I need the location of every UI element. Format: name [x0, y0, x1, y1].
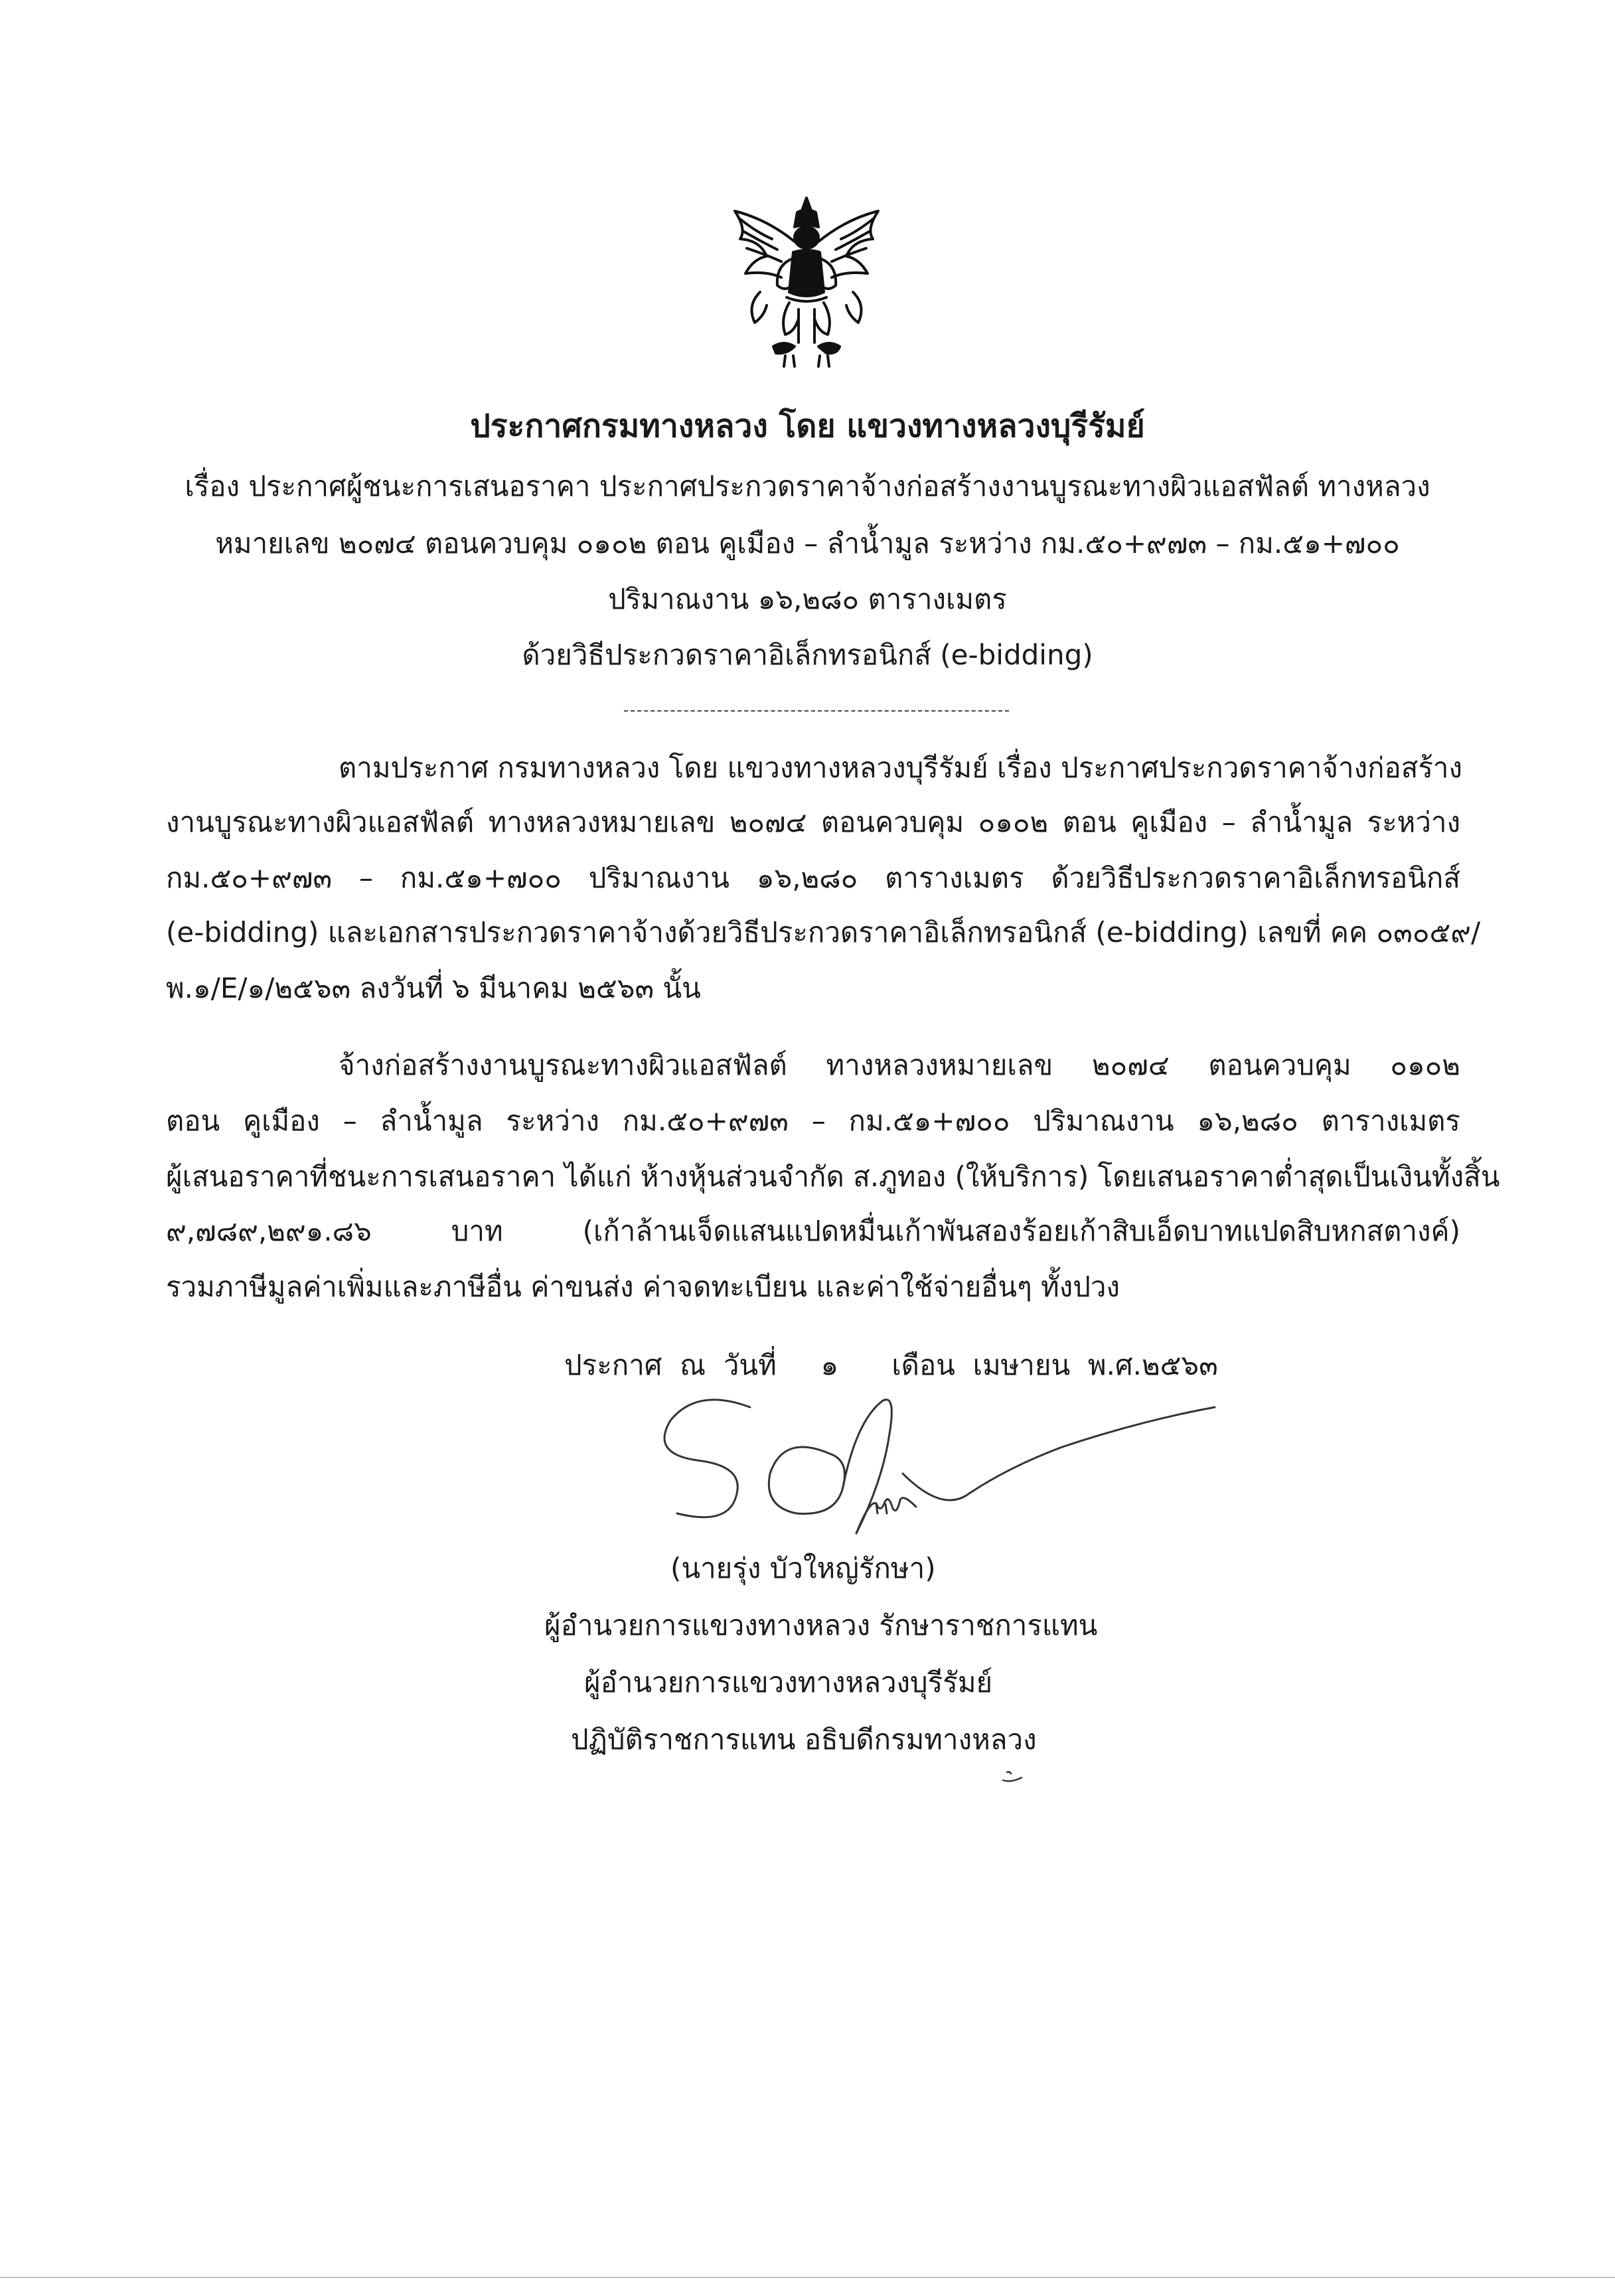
paragraph2-line-5: รวมภาษีมูลค่าเพิ่มและภาษีอื่น ค่าขนส่ง ค่าจดทะเบียน และค่าใช้จ่ายอื่นๆ ทั้งปวง — [166, 1270, 1120, 1303]
handwritten-signature — [637, 1381, 1235, 1553]
paragraph1-line-5: พ.๑/E/๑/๒๕๖๓ ลงวันที่ ๖ มีนาคม ๒๕๖๓ นั้น — [166, 972, 701, 1004]
garuda-emblem-icon — [720, 192, 893, 372]
page-bottom-rule — [0, 2277, 1615, 2278]
signatory-position-3: ปฏิบัติราชการแทน อธิบดีกรมทางหลวง — [571, 1723, 1037, 1756]
document-title: ประกาศกรมทางหลวง โดย แขวงทางหลวงบุรีรัมย์ — [470, 408, 1145, 445]
subject-line-1: เรื่อง ประกาศผู้ชนะการเสนอราคา ประกาศประกวดราคาจ้างก่อสร้างงานบูรณะทางผิวแอสฟัลต์ ทางหลวง — [185, 470, 1430, 502]
paragraph2-line-3: ผู้เสนอราคาที่ชนะการเสนอราคา ได้แก่ ห้างหุ้นส่วนจำกัด ส.ภูทอง (ให้บริการ) โดยเสนอราคาต่ำสุดเป็นเงินทั้งสิ้น — [166, 1160, 1500, 1193]
paragraph1-line-2: งานบูรณะทางผิวแอสฟัลต์ ทางหลวงหมายเลข ๒๐๗๔ ตอนควบคุม ๐๑๐๒ ตอน คูเมือง – ลำน้ำมูล ระหว่าง — [166, 806, 1460, 838]
paragraph2-line-1: จ้างก่อสร้างงานบูรณะทางผิวแอสฟัลต์ ทางหลวงหมายเลข ๒๐๗๔ ตอนควบคุม ๐๑๐๒ — [339, 1049, 1460, 1081]
signatory-position-1: ผู้อำนวยการแขวงทางหลวง รักษาราชการแทน — [544, 1609, 1098, 1642]
paragraph1-line-1: ตามประกาศ กรมทางหลวง โดย แขวงทางหลวงบุรีรัมย์ เรื่อง ประกาศประกวดราคาจ้างก่อสร้าง — [339, 751, 1463, 784]
subject-line-4: ด้วยวิธีประกวดราคาอิเล็กทรอนิกส์ (e-bidding) — [522, 639, 1093, 671]
section-divider — [624, 710, 1009, 712]
paragraph2-line-4: ๙,๗๘๙,๒๙๑.๘๖ บาท (เก้าล้านเจ็ดแสนแปดหมื่นเก้าพันสองร้อยเก้าสิบเอ็ดบาทแปดสิบหกสตางค์) — [166, 1215, 1460, 1247]
subject-line-3: ปริมาณงาน ๑๖,๒๘๐ ตารางเมตร — [608, 583, 1007, 615]
signatory-name: (นายรุ่ง บัวใหญ่รักษา) — [670, 1552, 936, 1584]
handwritten-tick-mark — [999, 1766, 1026, 1786]
subject-line-2: หมายเลข ๒๐๗๔ ตอนควบคุม ๐๑๐๒ ตอน คูเมือง – ลำน้ำมูล ระหว่าง กม.๕๐+๙๗๓ – กม.๕๑+๗๐๐ — [215, 527, 1400, 560]
paragraph1-line-4: (e-bidding) และเอกสารประกวดราคาจ้างด้วยวิธีประกวดราคาอิเล็กทรอนิกส์ (e-bidding) เลขที่ คค ๐๓๐๕๙/ — [166, 916, 1481, 949]
paragraph2-line-2: ตอน คูเมือง – ลำน้ำมูล ระหว่าง กม.๕๐+๙๗๓ – กม.๕๑+๗๐๐ ปริมาณงาน ๑๖,๒๘๐ ตารางเมตร — [166, 1105, 1460, 1137]
signatory-position-2: ผู้อำนวยการแขวงทางหลวงบุรีรัมย์ — [584, 1666, 993, 1699]
paragraph1-line-3: กม.๕๐+๙๗๓ – กม.๕๑+๗๐๐ ปริมาณงาน ๑๖,๒๘๐ ตารางเมตร ด้วยวิธีประกวดราคาอิเล็กทรอนิกส์ — [166, 862, 1460, 894]
announce-date: ประกาศ ณ วันที่ ๑ เดือน เมษายน พ.ศ.๒๕๖๓ — [564, 1349, 1218, 1381]
